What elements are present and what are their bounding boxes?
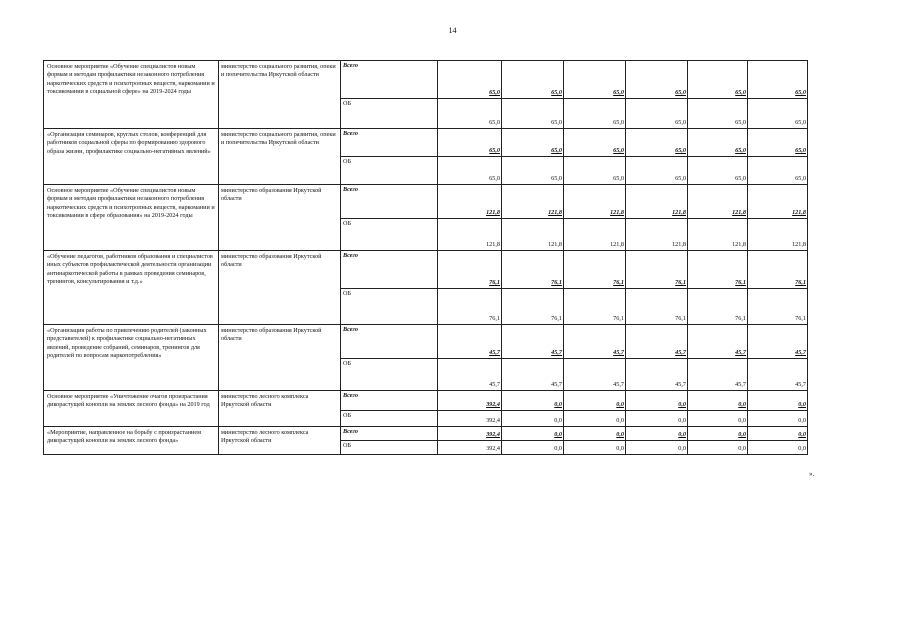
ob-value: 392,4 bbox=[438, 441, 502, 455]
total-value: 76,1 bbox=[502, 251, 564, 289]
funding-source-ob: ОБ bbox=[341, 359, 438, 391]
ob-value: 76,1 bbox=[688, 289, 748, 325]
event-name: Основное мероприятие «Обучение специалистов новым формам и методам профилактики незаконного потребления наркотических средств и психотропных веществ, наркомании и токсикомании в сфере образования» на 2019-2024 годы bbox=[44, 185, 219, 251]
ob-value: 65,0 bbox=[564, 99, 626, 129]
ob-value: 121,8 bbox=[564, 219, 626, 251]
ob-value: 0,0 bbox=[688, 441, 748, 455]
total-value: 45,7 bbox=[748, 325, 808, 359]
ob-value: 45,7 bbox=[748, 359, 808, 391]
ob-value: 0,0 bbox=[748, 441, 808, 455]
ob-value: 0,0 bbox=[564, 441, 626, 455]
funding-source-ob: ОБ bbox=[341, 219, 438, 251]
funding-source-total: Всего bbox=[341, 251, 438, 289]
total-value: 65,0 bbox=[748, 61, 808, 99]
total-value: 76,1 bbox=[626, 251, 688, 289]
ob-value: 65,0 bbox=[626, 99, 688, 129]
ob-value: 0,0 bbox=[502, 441, 564, 455]
total-value: 121,8 bbox=[748, 185, 808, 219]
total-value: 45,7 bbox=[438, 325, 502, 359]
total-value: 65,0 bbox=[438, 61, 502, 99]
total-value: 0,0 bbox=[502, 391, 564, 411]
table-row bbox=[44, 129, 808, 157]
ob-value: 45,7 bbox=[626, 359, 688, 391]
ob-value: 121,8 bbox=[688, 219, 748, 251]
executor-name: министерство образования Иркутской области bbox=[219, 251, 341, 325]
total-value: 0,0 bbox=[564, 427, 626, 441]
ob-value: 76,1 bbox=[564, 289, 626, 325]
total-value: 76,1 bbox=[688, 251, 748, 289]
ob-value: 65,0 bbox=[438, 157, 502, 185]
table-row bbox=[44, 61, 808, 99]
total-value: 45,7 bbox=[688, 325, 748, 359]
ob-value: 0,0 bbox=[626, 411, 688, 427]
funding-source-total: Всего bbox=[341, 185, 438, 219]
ob-value: 65,0 bbox=[564, 157, 626, 185]
ob-value: 65,0 bbox=[688, 99, 748, 129]
ob-value: 121,8 bbox=[748, 219, 808, 251]
ob-value: 45,7 bbox=[564, 359, 626, 391]
total-value: 0,0 bbox=[626, 391, 688, 411]
table-row bbox=[44, 185, 808, 219]
funding-source-total: Всего bbox=[341, 129, 438, 157]
total-value: 65,0 bbox=[626, 61, 688, 99]
funding-source-total: Всего bbox=[341, 427, 438, 441]
total-value: 65,0 bbox=[688, 129, 748, 157]
total-value: 65,0 bbox=[502, 129, 564, 157]
funding-source-ob: ОБ bbox=[341, 289, 438, 325]
executor-name: министерство лесного комплекса Иркутской области bbox=[219, 391, 341, 427]
funding-source-total: Всего bbox=[341, 325, 438, 359]
total-value: 0,0 bbox=[688, 391, 748, 411]
total-value: 65,0 bbox=[748, 129, 808, 157]
total-value: 0,0 bbox=[688, 427, 748, 441]
ob-value: 45,7 bbox=[502, 359, 564, 391]
ob-value: 45,7 bbox=[688, 359, 748, 391]
total-value: 76,1 bbox=[564, 251, 626, 289]
closing-quote-mark: ». bbox=[809, 470, 815, 478]
event-name: «Мероприятие, направленное на борьбу с произрастанием дикорастущей конопли на землях лесного фонда» bbox=[44, 427, 219, 455]
event-name: «Обучение педагогов, работников образования и специалистов иных субъектов профилактической деятельности организации антинаркотической работы в рамках проведения семинаров, тренингов, консультирования и т.д.» bbox=[44, 251, 219, 325]
ob-value: 121,8 bbox=[626, 219, 688, 251]
table-row bbox=[44, 251, 808, 289]
ob-value: 0,0 bbox=[564, 411, 626, 427]
ob-value: 45,7 bbox=[438, 359, 502, 391]
budget-table bbox=[43, 60, 808, 455]
total-value: 0,0 bbox=[502, 427, 564, 441]
total-value: 65,0 bbox=[564, 129, 626, 157]
ob-value: 76,1 bbox=[438, 289, 502, 325]
ob-value: 76,1 bbox=[502, 289, 564, 325]
ob-value: 65,0 bbox=[748, 157, 808, 185]
funding-source-ob: ОБ bbox=[341, 441, 438, 455]
total-value: 45,7 bbox=[564, 325, 626, 359]
funding-source-total: Всего bbox=[341, 391, 438, 411]
total-value: 121,8 bbox=[564, 185, 626, 219]
total-value: 65,0 bbox=[688, 61, 748, 99]
total-value: 65,0 bbox=[438, 129, 502, 157]
ob-value: 121,8 bbox=[438, 219, 502, 251]
ob-value: 65,0 bbox=[502, 157, 564, 185]
ob-value: 121,8 bbox=[502, 219, 564, 251]
executor-name: министерство образования Иркутской области bbox=[219, 325, 341, 391]
event-name: Основное мероприятие «Уничтожение очагов произрастания дикорастущей конопли на землях лесного фонда» на 2019 год bbox=[44, 391, 219, 427]
table-row bbox=[44, 391, 808, 411]
table-row bbox=[44, 427, 808, 441]
executor-name: министерство социального развития, опеки и попечительства Иркутской области bbox=[219, 129, 341, 185]
ob-value: 65,0 bbox=[626, 157, 688, 185]
total-value: 392,4 bbox=[438, 391, 502, 411]
total-value: 65,0 bbox=[502, 61, 564, 99]
ob-value: 76,1 bbox=[626, 289, 688, 325]
funding-source-total: Всего bbox=[341, 61, 438, 99]
event-name: «Организация семинаров, круглых столов, конференций для работников социальной сферы по формированию здорового образа жизни, профилактике социально-негативных явлений» bbox=[44, 129, 219, 185]
total-value: 65,0 bbox=[626, 129, 688, 157]
table-row bbox=[44, 325, 808, 359]
total-value: 45,7 bbox=[626, 325, 688, 359]
total-value: 0,0 bbox=[564, 391, 626, 411]
total-value: 0,0 bbox=[748, 427, 808, 441]
ob-value: 0,0 bbox=[688, 411, 748, 427]
event-name: «Организация работы по привлечению родителей (законных представителей) к профилактике социально-негативных явлений, проведение собраний, семинаров, тренингов для родителей по вопросам наркопотребления» bbox=[44, 325, 219, 391]
ob-value: 0,0 bbox=[748, 411, 808, 427]
ob-value: 76,1 bbox=[748, 289, 808, 325]
total-value: 121,8 bbox=[626, 185, 688, 219]
executor-name: министерство образования Иркутской области bbox=[219, 185, 341, 251]
funding-source-ob: ОБ bbox=[341, 99, 438, 129]
total-value: 76,1 bbox=[748, 251, 808, 289]
executor-name: министерство лесного комплекса Иркутской области bbox=[219, 427, 341, 455]
funding-source-ob: ОБ bbox=[341, 157, 438, 185]
total-value: 121,8 bbox=[502, 185, 564, 219]
ob-value: 65,0 bbox=[502, 99, 564, 129]
total-value: 45,7 bbox=[502, 325, 564, 359]
ob-value: 0,0 bbox=[502, 411, 564, 427]
ob-value: 65,0 bbox=[438, 99, 502, 129]
total-value: 121,8 bbox=[688, 185, 748, 219]
ob-value: 392,4 bbox=[438, 411, 502, 427]
total-value: 65,0 bbox=[564, 61, 626, 99]
funding-source-ob: ОБ bbox=[341, 411, 438, 427]
total-value: 121,8 bbox=[438, 185, 502, 219]
total-value: 0,0 bbox=[626, 427, 688, 441]
ob-value: 65,0 bbox=[748, 99, 808, 129]
total-value: 392,4 bbox=[438, 427, 502, 441]
total-value: 76,1 bbox=[438, 251, 502, 289]
total-value: 0,0 bbox=[748, 391, 808, 411]
page-number: 14 bbox=[448, 26, 457, 35]
executor-name: министерство социального развития, опеки и попечительства Иркутской области bbox=[219, 61, 341, 129]
ob-value: 65,0 bbox=[688, 157, 748, 185]
event-name: Основное мероприятие «Обучение специалистов новым формам и методам профилактики незаконного потребления наркотических средств и психотропных веществ, наркомании и токсикомании в социальной сфере» на 2019-2024 годы bbox=[44, 61, 219, 129]
ob-value: 0,0 bbox=[626, 441, 688, 455]
